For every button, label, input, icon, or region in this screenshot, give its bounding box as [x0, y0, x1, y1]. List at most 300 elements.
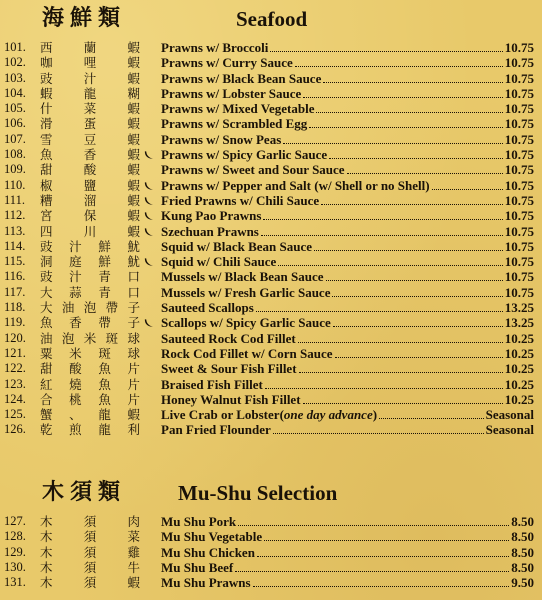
chinese-char: 須 — [83, 544, 97, 560]
item-chinese-name — [40, 361, 140, 376]
menu-item — [0, 346, 542, 361]
mushu-menu-list — [0, 514, 542, 590]
menu-item — [0, 407, 542, 422]
item-name: Pan Fried Flounder — [161, 422, 271, 438]
item-chinese-name — [40, 560, 140, 575]
dot-leader — [333, 316, 503, 327]
item-price: 10.75 — [504, 208, 534, 224]
menu-item — [0, 40, 542, 55]
chinese-char: 西 — [40, 40, 53, 55]
item-name-line — [161, 392, 534, 407]
dot-leader — [238, 515, 509, 526]
item-chinese-name — [40, 224, 140, 239]
chinese-char: 米 — [83, 330, 97, 346]
menu-item — [0, 147, 542, 162]
dot-leader — [270, 41, 502, 52]
menu-item — [0, 575, 542, 590]
menu-item — [0, 224, 542, 239]
chinese-char: 蛋 — [83, 116, 97, 132]
chili-pepper-icon — [143, 211, 154, 221]
item-name: Squid w/ Black Bean Sauce — [161, 238, 312, 254]
item-name-line — [161, 101, 534, 116]
menu-item — [0, 392, 542, 407]
chinese-char: 子 — [127, 315, 140, 331]
chinese-char: 紅 — [40, 376, 53, 392]
chinese-char: 魷 — [127, 254, 140, 270]
item-number: 129. — [4, 544, 26, 559]
item-chinese-name — [40, 575, 140, 590]
item-number: 124. — [4, 391, 26, 406]
chinese-char: 蝦 — [127, 192, 140, 208]
dot-leader — [278, 255, 503, 266]
item-chinese-name — [40, 254, 140, 269]
dot-leader — [332, 286, 502, 297]
chinese-char: 大 — [40, 300, 53, 316]
chinese-char: 汁 — [69, 269, 82, 285]
chinese-char: 斑 — [105, 330, 119, 346]
item-number: 115. — [4, 254, 26, 269]
chinese-char: 糊 — [127, 85, 140, 101]
dot-leader — [309, 117, 503, 128]
dot-leader — [283, 133, 502, 144]
menu-item — [0, 162, 542, 177]
item-number: 107. — [4, 131, 26, 146]
item-name: Prawns w/ Snow Peas — [161, 131, 282, 147]
item-number: 122. — [4, 361, 26, 376]
item-name: Mu Shu Prawns — [161, 575, 251, 591]
mushu-header — [0, 478, 542, 508]
chinese-char: 斑 — [98, 345, 111, 361]
dot-leader — [295, 56, 503, 67]
seafood-cn-title: 海鮮類 — [42, 5, 127, 31]
item-price: 10.25 — [504, 376, 534, 392]
chinese-char: 魚 — [98, 376, 111, 392]
item-chinese-name — [40, 514, 140, 529]
item-name-line — [161, 254, 534, 269]
chili-pepper-icon — [143, 196, 154, 206]
chinese-char: 片 — [127, 361, 140, 377]
chinese-char: 保 — [83, 208, 97, 224]
chinese-char: 蝦 — [127, 575, 140, 591]
item-chinese-name — [40, 40, 140, 55]
item-price: 10.75 — [504, 223, 534, 239]
note-close-paren: ) — [372, 407, 378, 423]
dot-leader — [264, 530, 509, 541]
item-price: 10.75 — [504, 131, 534, 147]
item-name-line — [161, 132, 534, 147]
item-chinese-name — [40, 529, 140, 544]
chinese-char: 魷 — [127, 238, 140, 254]
item-name: Sauteed Scallops — [161, 300, 254, 316]
dot-leader — [253, 576, 510, 587]
item-number: 128. — [4, 529, 26, 544]
chinese-char: 汁 — [69, 238, 82, 254]
chinese-char: 哩 — [83, 55, 97, 71]
dot-leader — [256, 301, 503, 312]
dot-leader — [273, 423, 484, 434]
item-name-line — [161, 575, 534, 590]
chinese-char: 鮮 — [98, 238, 111, 254]
item-name-line — [161, 300, 534, 315]
chinese-char: 油 — [40, 330, 53, 346]
chinese-char: 油 — [61, 300, 75, 316]
item-price: 10.75 — [504, 192, 534, 208]
item-note: one day advance — [283, 407, 373, 423]
item-number: 131. — [4, 575, 26, 590]
item-price: 13.25 — [504, 300, 534, 316]
chinese-char: 酸 — [83, 162, 97, 178]
item-name: Fried Prawns w/ Chili Sauce — [161, 192, 320, 208]
chinese-char: 燒 — [69, 376, 82, 392]
item-chinese-name — [40, 285, 140, 300]
item-name-line — [161, 407, 534, 422]
menu-item — [0, 285, 542, 300]
item-number: 106. — [4, 116, 26, 131]
chinese-char: 肉 — [127, 514, 140, 529]
item-chinese-name — [40, 178, 140, 193]
chili-pepper-icon — [143, 318, 154, 328]
chinese-char: 泡 — [61, 330, 75, 346]
item-chinese-name — [40, 331, 140, 346]
item-name-line — [161, 269, 534, 284]
item-price: Seasonal — [485, 422, 534, 438]
item-name: Squid w/ Chili Sauce — [161, 254, 277, 270]
dot-leader — [235, 561, 509, 572]
seafood-header — [0, 4, 542, 34]
chinese-char: 魚 — [40, 147, 53, 163]
chinese-char: 木 — [40, 559, 53, 575]
menu-item — [0, 269, 542, 284]
item-number: 103. — [4, 70, 26, 85]
chinese-char: 糟 — [40, 192, 53, 208]
item-name-line — [161, 239, 534, 254]
item-chinese-name — [40, 346, 140, 361]
item-name: Prawns w/ Mixed Vegetable — [161, 101, 315, 117]
item-name: Prawns w/ Scrambled Egg — [161, 116, 308, 132]
item-chinese-name — [40, 315, 140, 330]
item-number: 109. — [4, 162, 26, 177]
chinese-char: 煎 — [69, 422, 82, 438]
chinese-char: 泡 — [83, 300, 97, 316]
menu-item — [0, 331, 542, 346]
item-price: 8.50 — [511, 529, 534, 545]
item-name-line — [161, 422, 534, 437]
item-price: Seasonal — [485, 407, 534, 423]
chinese-char: 龍 — [98, 407, 111, 423]
chinese-char: 木 — [40, 514, 53, 529]
chinese-char: 鮮 — [98, 254, 111, 270]
item-chinese-name — [40, 239, 140, 254]
chinese-char: 木 — [40, 529, 53, 545]
chinese-char: 大 — [40, 284, 53, 300]
chinese-char: 蝦 — [127, 55, 140, 71]
menu-item — [0, 315, 542, 330]
item-name-line — [161, 315, 534, 330]
dot-leader — [303, 393, 503, 404]
dot-leader — [299, 362, 503, 373]
chinese-char: 甜 — [40, 361, 53, 377]
item-name-line — [161, 529, 534, 544]
item-name: Mu Shu Chicken — [161, 544, 255, 560]
item-number: 102. — [4, 55, 26, 70]
item-name-line — [161, 377, 534, 392]
menu-item — [0, 55, 542, 70]
menu-item — [0, 560, 542, 575]
item-name-line — [161, 178, 534, 193]
item-number: 111. — [4, 192, 25, 207]
chili-pepper-icon — [143, 257, 154, 267]
chinese-char: 合 — [40, 391, 53, 407]
chinese-char: 蝦 — [127, 40, 140, 55]
item-number: 130. — [4, 559, 26, 574]
chinese-char: 香 — [69, 315, 82, 331]
menu-item — [0, 178, 542, 193]
chili-pepper-icon — [143, 227, 154, 237]
chinese-char: 蝦 — [127, 177, 140, 193]
dot-leader — [257, 546, 509, 557]
item-chinese-name — [40, 377, 140, 392]
item-price: 10.25 — [504, 361, 534, 377]
item-price: 10.75 — [504, 101, 534, 117]
chinese-char: 須 — [83, 575, 97, 591]
item-name-line — [161, 40, 534, 55]
chinese-char: 龍 — [83, 85, 97, 101]
chinese-char: 青 — [98, 284, 111, 300]
chinese-char: 帶 — [105, 300, 119, 316]
item-chinese-name — [40, 116, 140, 131]
item-name-line — [161, 71, 534, 86]
dot-leader — [347, 163, 503, 174]
item-chinese-name — [40, 71, 140, 86]
item-chinese-name — [40, 422, 140, 437]
menu-item — [0, 132, 542, 147]
chinese-char: 帶 — [98, 315, 111, 331]
chinese-char: 牛 — [127, 559, 140, 575]
chinese-char: 口 — [127, 269, 140, 285]
chinese-char: 蟹 — [40, 407, 53, 423]
item-number: 118. — [4, 300, 26, 315]
chinese-char: 桃 — [69, 391, 82, 407]
item-price: 8.50 — [511, 514, 534, 529]
item-price: 10.75 — [504, 70, 534, 86]
item-chinese-name — [40, 193, 140, 208]
dot-leader — [316, 102, 502, 113]
chinese-char: 滑 — [40, 116, 53, 132]
chinese-char: 蘭 — [83, 40, 97, 55]
chinese-char: 豉 — [40, 269, 53, 285]
chinese-char: 青 — [98, 269, 111, 285]
item-number: 113. — [4, 223, 26, 238]
dot-leader — [303, 87, 503, 98]
chinese-char: 椒 — [40, 177, 53, 193]
chinese-char: 球 — [127, 330, 140, 346]
item-chinese-name — [40, 407, 140, 422]
mushu-en-title: Mu-Shu Selection — [178, 481, 338, 505]
chinese-char: 豉 — [40, 70, 53, 86]
dot-leader — [321, 194, 503, 205]
chinese-char: 庭 — [69, 254, 82, 270]
menu-item — [0, 377, 542, 392]
chinese-char: 什 — [40, 101, 53, 117]
chinese-char: 粟 — [40, 345, 53, 361]
item-name-line — [161, 193, 534, 208]
item-price: 8.50 — [511, 544, 534, 560]
item-name: Sauteed Rock Cod Fillet — [161, 330, 296, 346]
item-price: 13.25 — [504, 315, 534, 331]
item-name: Kung Pao Prawns — [161, 208, 262, 224]
item-name-line — [161, 162, 534, 177]
chinese-char: 子 — [127, 300, 140, 316]
chinese-char: 酸 — [69, 361, 82, 377]
item-number: 110. — [4, 177, 26, 192]
item-name-line — [161, 116, 534, 131]
chinese-char: 川 — [83, 223, 97, 239]
chinese-char: 龍 — [98, 422, 111, 438]
item-name-line — [161, 208, 534, 223]
chinese-char: 豉 — [40, 238, 53, 254]
item-chinese-name — [40, 86, 140, 101]
chinese-char: 鹽 — [83, 177, 97, 193]
item-number: 116. — [4, 269, 26, 284]
chinese-char: 蝦 — [127, 147, 140, 163]
dot-leader — [261, 225, 503, 236]
item-name: Prawns w/ Sweet and Sour Sauce — [161, 162, 345, 178]
item-number: 108. — [4, 147, 26, 162]
chinese-char: 魚 — [98, 391, 111, 407]
menu-item — [0, 116, 542, 131]
item-name-line — [161, 147, 534, 162]
item-price: 10.75 — [504, 40, 534, 55]
item-chinese-name — [40, 132, 140, 147]
seafood-menu-list — [0, 40, 542, 438]
menu-item — [0, 529, 542, 544]
menu-item — [0, 514, 542, 529]
item-name-line — [161, 55, 534, 70]
dot-leader — [432, 179, 503, 190]
item-price: 10.75 — [504, 85, 534, 101]
item-name: Scallops w/ Spicy Garlic Sauce — [161, 315, 331, 331]
item-name: Prawns w/ Spicy Garlic Sauce — [161, 147, 328, 163]
chinese-char: 四 — [40, 223, 53, 239]
item-chinese-name — [40, 545, 140, 560]
item-name: Mu Shu Vegetable — [161, 529, 263, 545]
chinese-char: 蝦 — [127, 223, 140, 239]
item-price: 10.75 — [504, 269, 534, 285]
item-name-line — [161, 361, 534, 376]
chinese-char: 蝦 — [40, 85, 53, 101]
menu-item — [0, 208, 542, 223]
item-name: Prawns w/ Black Bean Sauce — [161, 70, 322, 86]
menu-item — [0, 86, 542, 101]
chinese-char: 、 — [69, 407, 82, 423]
chinese-char: 蝦 — [127, 162, 140, 178]
item-name-line — [161, 285, 534, 300]
chinese-char: 溜 — [83, 192, 97, 208]
item-name: Prawns w/ Pepper and Salt (w/ Shell or no Shell) — [161, 177, 430, 193]
dot-leader — [298, 332, 503, 343]
chinese-char: 蝦 — [127, 70, 140, 86]
chinese-char: 口 — [127, 284, 140, 300]
chinese-char: 蝦 — [127, 407, 140, 423]
dot-leader — [379, 408, 484, 419]
item-number: 117. — [4, 284, 26, 299]
chinese-char: 蝦 — [127, 116, 140, 132]
chinese-char: 片 — [127, 376, 140, 392]
chinese-char: 米 — [69, 345, 82, 361]
item-number: 127. — [4, 514, 26, 528]
mushu-cn-title: 木須類 — [42, 479, 127, 505]
item-name: Mussels w/ Black Bean Sauce — [161, 269, 324, 285]
chinese-char: 蝦 — [127, 131, 140, 147]
chinese-char: 蝦 — [127, 208, 140, 224]
item-name: Mu Shu Beef — [161, 559, 234, 575]
item-number: 105. — [4, 101, 26, 116]
dot-leader — [263, 209, 502, 220]
item-price: 10.25 — [504, 391, 534, 407]
seafood-en-title: Seafood — [236, 7, 308, 31]
item-name: Mussels w/ Fresh Garlic Sauce — [161, 284, 331, 300]
chinese-char: 球 — [127, 345, 140, 361]
item-number: 126. — [4, 422, 26, 437]
chinese-char: 蝦 — [127, 101, 140, 117]
menu-item — [0, 254, 542, 269]
chinese-char: 木 — [40, 575, 53, 591]
note-open-paren: ( — [279, 407, 284, 423]
chinese-char: 香 — [83, 147, 97, 163]
item-price: 9.50 — [511, 575, 534, 591]
chinese-char: 雪 — [40, 131, 53, 147]
item-chinese-name — [40, 392, 140, 407]
menu-item — [0, 422, 542, 437]
item-name: Szechuan Prawns — [161, 223, 259, 239]
chinese-char: 甜 — [40, 162, 53, 178]
item-name: Rock Cod Fillet w/ Corn Sauce — [161, 345, 333, 361]
menu-item — [0, 545, 542, 560]
item-name-line — [161, 331, 534, 346]
item-name: Prawns w/ Broccoli — [161, 40, 269, 55]
item-name-line — [161, 545, 534, 560]
dot-leader — [323, 72, 502, 83]
chinese-char: 利 — [127, 422, 140, 438]
item-price: 10.75 — [504, 55, 534, 71]
item-price: 10.75 — [504, 116, 534, 132]
item-chinese-name — [40, 208, 140, 223]
chinese-char: 汁 — [83, 70, 97, 86]
chinese-char: 魚 — [40, 315, 53, 331]
item-name: Sweet & Sour Fish Fillet — [161, 361, 297, 377]
chinese-char: 片 — [127, 391, 140, 407]
item-price: 10.75 — [504, 238, 534, 254]
item-name-line — [161, 560, 534, 575]
item-price: 10.75 — [504, 284, 534, 300]
item-name-line — [161, 224, 534, 239]
item-number: 101. — [4, 40, 26, 54]
item-number: 114. — [4, 238, 26, 253]
item-price: 10.25 — [504, 345, 534, 361]
item-price: 10.75 — [504, 162, 534, 178]
chinese-char: 洞 — [40, 254, 53, 270]
item-price: 10.75 — [504, 147, 534, 163]
item-number: 112. — [4, 208, 26, 223]
menu-item — [0, 193, 542, 208]
dot-leader — [326, 270, 503, 281]
menu-item — [0, 300, 542, 315]
item-name: Live Crab or Lobster — [161, 407, 280, 423]
chinese-char: 菜 — [83, 101, 97, 117]
item-name: Mu Shu Pork — [161, 514, 237, 529]
chinese-char: 須 — [83, 529, 97, 545]
item-name: Braised Fish Fillet — [161, 376, 263, 392]
